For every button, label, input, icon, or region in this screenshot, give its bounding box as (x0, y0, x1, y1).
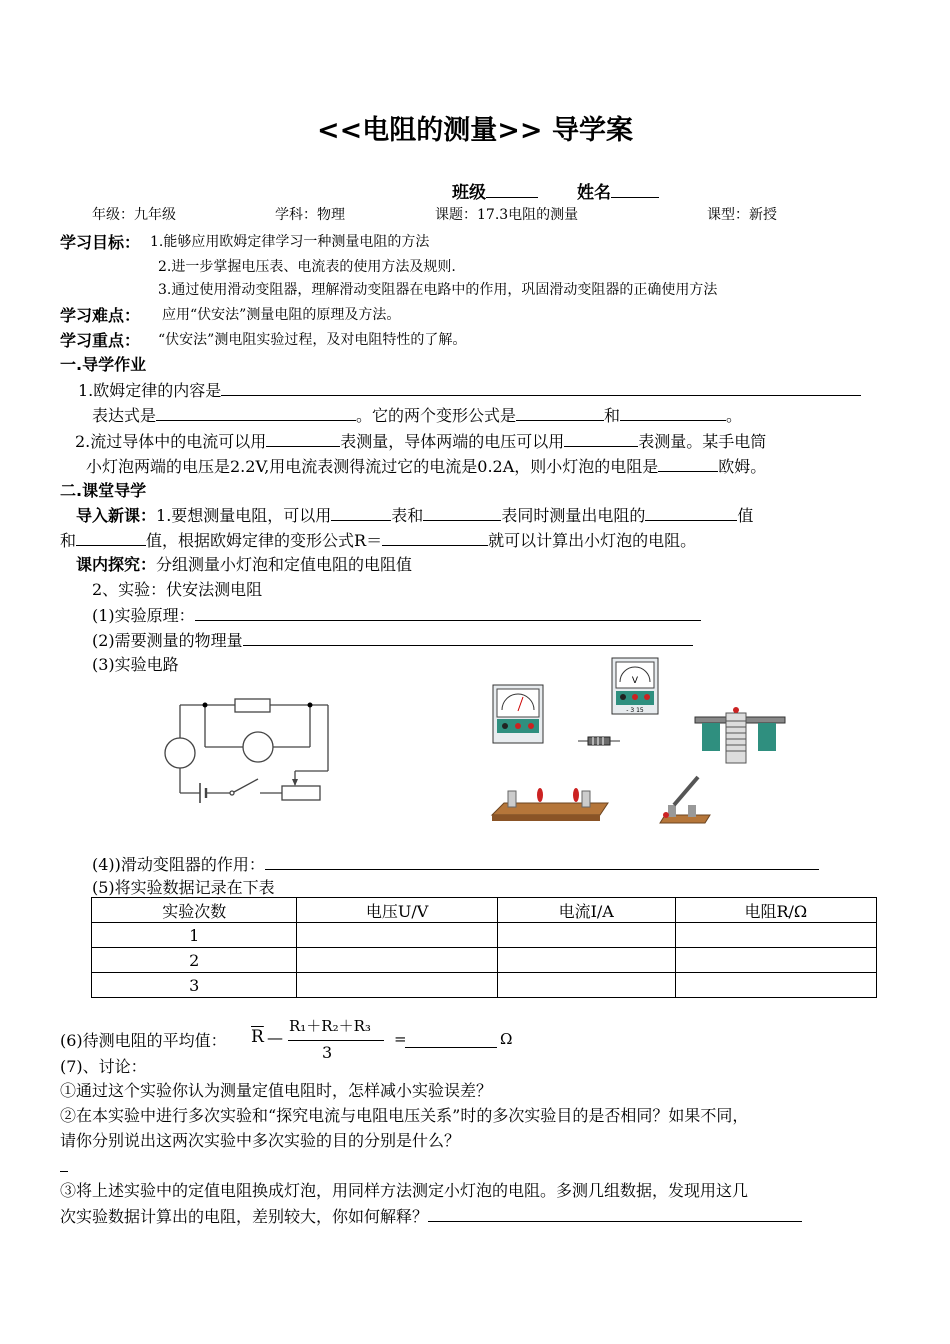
lamp-board-device (492, 788, 608, 821)
ammeter-symbol (165, 738, 195, 768)
intro-b-text: 表和 (391, 506, 424, 525)
fraction-bar (288, 1040, 384, 1041)
table-row (92, 948, 877, 973)
intro-blank-3[interactable] (645, 502, 737, 521)
intro-line2 (60, 527, 696, 551)
section1-heading: 一.导学作业 (60, 355, 147, 374)
q1e-text: 。 (726, 406, 743, 425)
exp-rheostat-blank[interactable] (265, 851, 819, 870)
discussion-q2-line1: ②在本实验中进行多次实验和“探究电流与电阻电压关系”时的多次实验目的是否相同？如果不同， (60, 1106, 749, 1125)
discussion-q3-line1: ③将上述实验中的定值电阻换成灯泡，用同样方法测定小灯泡的电阻。多测几组数据，发现用这几 (60, 1181, 749, 1200)
explore-label: 课内探究： (76, 555, 157, 574)
avg-equals: = (394, 1030, 407, 1048)
voltmeter-device (612, 658, 658, 714)
voltmeter-label: V (631, 676, 639, 686)
voltmeter-symbol (243, 732, 273, 762)
q1-content-blank[interactable] (221, 377, 861, 396)
exp-circuit-label: (3)实验电路 (92, 655, 179, 674)
q2c-text: 表测量。某手电筒 (638, 432, 767, 451)
header-trial: 实验次数 (92, 898, 297, 923)
keypoint-text: “伏安法”测电阻实验过程，及对电阻特性的了解。 (158, 332, 467, 348)
q2-line2 (86, 453, 766, 477)
intro-a-text: 1.要想测量电阻，可以用 (156, 506, 332, 525)
meta-subject: 学科：物理 (275, 207, 345, 223)
discussion-q3-line2 (60, 1203, 802, 1227)
class-blank[interactable] (486, 179, 538, 198)
data-table (91, 897, 877, 998)
voltage-cell[interactable] (297, 923, 497, 948)
page-title: <<电阻的测量>> 导学案 (317, 115, 633, 146)
intro-g-text: 就可以计算出小灯泡的电阻。 (488, 531, 697, 550)
q1-formula2-blank[interactable] (620, 402, 726, 421)
q1c-text: 。它的两个变形公式是 (356, 406, 517, 425)
exp-quantities (92, 627, 693, 651)
voltmeter-scale: - 3 15 (626, 707, 644, 714)
class-field (452, 178, 538, 203)
rheostat-symbol (282, 786, 320, 800)
exp2-text: (2)需要测量的物理量 (92, 631, 243, 650)
q1-expression-blank[interactable] (156, 402, 356, 421)
exp4-text: (4))滑动变阻器的作用： (92, 855, 265, 874)
intro-f-text: 值，根据欧姆定律的变形公式R＝ (146, 531, 383, 550)
header-voltage: 电压U/V (297, 898, 497, 923)
avg-rbar: $\overline{R}$ (251, 1027, 264, 1047)
name-blank[interactable] (611, 179, 659, 198)
section2-heading: 二.课堂导学 (60, 481, 147, 500)
d3b-text: 次实验数据计算出的电阻，差别较大，你如何解释？ (60, 1207, 429, 1226)
resistance-cell[interactable] (675, 973, 876, 998)
goal-item-1: 1.能够应用欧姆定律学习一种测量电阻的方法 (150, 234, 430, 250)
meta-grade: 年级：九年级 (92, 207, 176, 223)
table-row (92, 923, 877, 948)
q2a-text: 2.流过导体中的电流可以用 (75, 432, 267, 451)
avg-denominator: 3 (322, 1043, 333, 1062)
goals-label: 学习目标： (60, 233, 141, 252)
q1a-text: 1.欧姆定律的内容是 (78, 381, 222, 400)
apparatus-illustration (490, 655, 790, 830)
resistance-cell[interactable] (675, 923, 876, 948)
meta-topic: 课题：17.3电阻的测量 (435, 207, 579, 223)
trial-number: 2 (92, 948, 297, 973)
circuit-diagram (160, 695, 330, 805)
avg-blank[interactable] (405, 1047, 497, 1048)
intro-blank-5[interactable] (382, 527, 488, 546)
q2-current-blank[interactable] (266, 428, 340, 447)
avg-unit: Ω (500, 1030, 513, 1048)
intro-c-text: 表同时测量出电阻的 (501, 506, 646, 525)
header-current: 电流I/A (497, 898, 675, 923)
header-resistance: 电阻R/Ω (675, 898, 876, 923)
exp1-text: (1)实验原理： (92, 606, 195, 625)
q2-voltage-blank[interactable] (564, 428, 638, 447)
table-header-row (92, 898, 877, 923)
q2-line1 (75, 428, 766, 452)
discussion-q2-blank[interactable] (60, 1171, 68, 1172)
discussion-q2-line2: 请你分别说出这两次实验中多次实验的目的分别是什么？ (60, 1131, 461, 1150)
ammeter-device (493, 685, 543, 743)
exp-rheostat-role (92, 851, 819, 875)
meta-type: 课型：新授 (707, 207, 777, 223)
table-row (92, 973, 877, 998)
name-field (577, 178, 659, 203)
current-cell[interactable] (497, 948, 675, 973)
voltage-cell[interactable] (297, 948, 497, 973)
exp-record-label: (5)将实验数据记录在下表 (92, 878, 275, 897)
discussion-q1: ①通过这个实验你认为测量定值电阻时，怎样减小实验误差？ (60, 1081, 493, 1100)
intro-line1 (76, 502, 753, 526)
exp-principle-blank[interactable] (195, 602, 701, 621)
goal-item-2: 2.进一步掌握电压表、电流表的使用方法及规则. (158, 259, 456, 275)
q2b-text: 表测量，导体两端的电压可以用 (340, 432, 565, 451)
q1-line1 (78, 377, 861, 401)
q1b-text: 表达式是 (92, 406, 157, 425)
q2d-text: 小灯泡两端的电压是2.2V,用电流表测得流过它的电流是0.2A，则小灯泡的电阻是 (86, 457, 659, 476)
difficulty-text: 应用“伏安法”测量电阻的原理及方法。 (162, 307, 401, 323)
avg-numerator: R₁＋R₂＋R₃ (289, 1017, 371, 1035)
avg-label: (6)待测电阻的平均值： (60, 1031, 227, 1050)
intro-blank-4[interactable] (76, 527, 146, 546)
current-cell[interactable] (497, 923, 675, 948)
avg-dash: — (267, 1028, 283, 1047)
keypoint-label: 学习重点： (60, 331, 141, 350)
intro-d-text: 值 (737, 506, 754, 525)
switch-device (660, 777, 710, 823)
q2-resistance-blank[interactable] (658, 453, 718, 472)
current-cell[interactable] (497, 973, 675, 998)
resistance-cell[interactable] (675, 948, 876, 973)
explore-line (76, 552, 412, 575)
exp-principle (92, 602, 701, 626)
q1-line2 (92, 402, 742, 426)
intro-blank-2[interactable] (423, 502, 501, 521)
trial-number: 1 (92, 923, 297, 948)
difficulty-label: 学习难点： (60, 306, 141, 325)
trial-number: 3 (92, 973, 297, 998)
q2e-text: 欧姆。 (718, 457, 767, 476)
discussion-label: (7)、讨论： (60, 1057, 147, 1076)
goal-item-3: 3.通过使用滑动变阻器，理解滑动变阻器在电路中的作用，巩固滑动变阻器的正确使用方法 (158, 282, 718, 298)
voltage-cell[interactable] (297, 973, 497, 998)
intro-blank-1[interactable] (331, 502, 391, 521)
explore-text: 分组测量小灯泡和定值电阻的电阻值 (156, 555, 413, 574)
resistor-symbol (235, 699, 270, 712)
exp-quantities-blank[interactable] (243, 627, 693, 646)
exp-title: 2、实验：伏安法测电阻 (92, 580, 263, 599)
q1-formula1-blank[interactable] (516, 402, 604, 421)
intro-e-text: 和 (60, 531, 77, 550)
rheostat-device (695, 707, 785, 763)
name-label: 姓名 (577, 183, 611, 203)
resistor-device (578, 737, 620, 745)
q1d-text: 和 (604, 406, 621, 425)
class-label: 班级 (452, 183, 486, 203)
discussion-q3-blank[interactable] (428, 1203, 802, 1222)
intro-label: 导入新课： (76, 506, 157, 525)
